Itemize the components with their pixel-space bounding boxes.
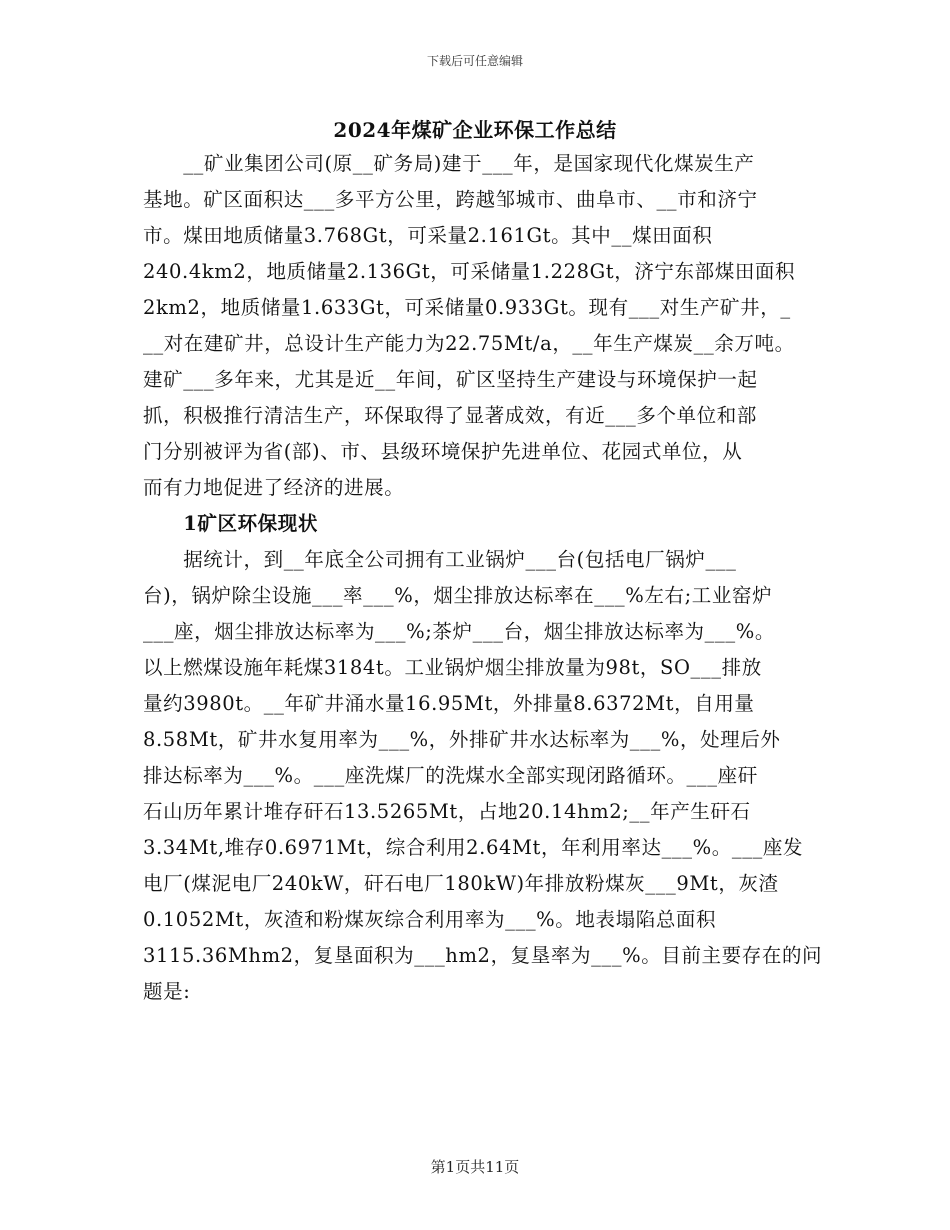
page-header: 下载后可任意编辑 <box>426 54 523 68</box>
body-line: ___座，烟尘排放达标率为___%;茶炉___台，烟尘排放达标率为___%。 <box>143 620 775 643</box>
body-line: 题是: <box>143 980 191 1003</box>
body-line: 以上燃煤设施年耗煤3184t。工业锅炉烟尘排放量为98t，SO___排放 <box>143 656 762 679</box>
section-heading: 1矿区环保现状 <box>143 512 318 535</box>
body-line: 抓，积极推行清洁生产，环保取得了显著成效，有近___多个单位和部 <box>143 404 757 427</box>
body-line: 2km2，地质储量1.633Gt，可采储量0.933Gt。现有___对生产矿井，_ <box>143 296 791 319</box>
body-line: 石山历年累计堆存矸石13.5265Mt，占地20.14hm2;__年产生矸石 <box>143 800 751 823</box>
body-line: __矿业集团公司(原__矿务局)建于___年，是国家现代化煤炭生产 <box>143 152 755 175</box>
body-line: 3115.36Mhm2，复垦面积为___hm2，复垦率为___%。目前主要存在的问 <box>143 944 823 967</box>
body-line: 量约3980t。__年矿井涌水量16.95Mt，外排量8.6372Mt，自用量 <box>143 692 755 715</box>
body-line: 240.4km2，地质储量2.136Gt，可采储量1.228Gt，济宁东部煤田面积 <box>143 260 796 283</box>
body-line: 8.58Mt，矿井水复用率为___%，外排矿井水达标率为___%，处理后外 <box>143 728 781 751</box>
body-line: 台)，锅炉除尘设施___率___%，烟尘排放达标率在___%左右;工业窑炉 <box>143 584 773 607</box>
body-line: 据统计，到__年底全公司拥有工业锅炉___台(包括电厂锅炉___ <box>143 548 737 571</box>
body-line: 市。煤田地质储量3.768Gt，可采量2.161Gt。其中__煤田面积 <box>143 224 713 247</box>
document-title: 2024年煤矿企业环保工作总结 <box>333 118 617 142</box>
body-line: 建矿___多年来，尤其是近__年间，矿区坚持生产建设与环境保护一起 <box>143 368 758 391</box>
body-line: 3.34Mt,堆存0.6971Mt，综合利用2.64Mt，年利用率达___%。___座发 <box>143 836 804 859</box>
body-line: __对在建矿井，总设计生产能力为22.75Mt/a，__年生产煤炭__余万吨。 <box>143 332 795 355</box>
body-line: 而有力地促进了经济的进展。 <box>143 476 405 499</box>
body-line: 0.1052Mt，灰渣和粉煤灰综合利用率为___%。地表塌陷总面积 <box>143 908 717 931</box>
document-body <box>143 146 823 1010</box>
page-footer: 第1页共11页 <box>430 1158 520 1176</box>
body-line: 电厂(煤泥电厂240kW，矸石电厂180kW)年排放粉煤灰___9Mt，灰渣 <box>143 872 779 895</box>
body-line: 门分别被评为省(部)、市、县级环境保护先进单位、花园式单位，从 <box>143 440 743 463</box>
body-line: 排达标率为___%。___座洗煤厂的洗煤水全部实现闭路循环。___座矸 <box>143 764 758 787</box>
body-line: 基地。矿区面积达___多平方公里，跨越邹城市、曲阜市、__市和济宁 <box>143 188 758 211</box>
